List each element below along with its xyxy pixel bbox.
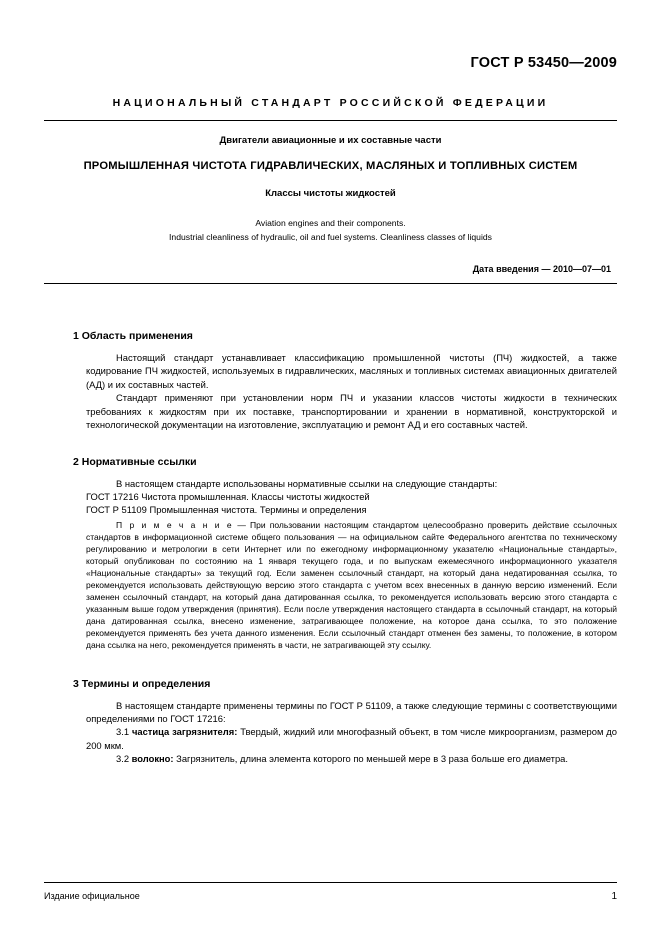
document-title-block — [44, 135, 617, 244]
term-definition — [86, 752, 617, 765]
section-heading-3: 3 Термины и определения — [73, 677, 211, 690]
paragraph: Настоящий стандарт устанавливает классификацию промышленной чистоты (ПЧ) жидкостей, а также кодирование ПЧ жидкостей, используемых в гидравлических, масляных и топливных системах авиационных двигателей (АД) и их составных частей. — [86, 351, 617, 390]
normative-reference-item: ГОСТ 17216 Чистота промышленная. Классы чистоты жидкостей — [86, 490, 370, 502]
national-standard-label: НАЦИОНАЛЬНЫЙ СТАНДАРТ РОССИЙСКОЙ ФЕДЕРАЦИИ — [112, 97, 549, 109]
footer-divider — [44, 882, 617, 883]
term-number: 3.2 — [116, 753, 132, 765]
effective-date: Дата введения — 2010—07—01 — [472, 263, 611, 274]
paragraph: Стандарт применяют при установлении норм ПЧ и указании классов чистоты жидкости в технических требованиях к жидкостям при их поставке, транспортировании и хранении в нормативной, конструкторской и технологической документации на изготовление, эксплуатацию и ремонт АД и его составных частей. — [86, 392, 617, 431]
section-3-body — [44, 699, 617, 766]
header-divider-top — [44, 120, 617, 121]
term-name: волокно: — [131, 753, 174, 765]
section-2-body — [44, 477, 617, 652]
note-block — [86, 519, 617, 652]
section-heading-2: 2 Нормативные ссылки — [73, 455, 197, 468]
page-number: 1 — [611, 891, 617, 902]
page-content — [44, 0, 617, 766]
title-line-3: Классы чистоты жидкостей — [265, 188, 396, 199]
normative-reference-item: ГОСТ Р 51109 Промышленная чистота. Термины и определения — [86, 504, 367, 516]
gost-number: ГОСТ Р 53450—2009 — [470, 55, 617, 71]
title-line-2: ПРОМЫШЛЕННАЯ ЧИСТОТА ГИДРАВЛИЧЕСКИХ, МАСЛЯНЫХ И ТОПЛИВНЫХ СИСТЕМ — [83, 160, 578, 172]
paragraph: В настоящем стандарте применены термины по ГОСТ Р 51109, а также следующие термины с соответствующими определениями по ГОСТ 17216: — [86, 699, 617, 724]
paragraph: В настоящем стандарте использованы нормативные ссылки на следующие стандарты: — [116, 477, 498, 489]
term-text: Твердый, жидкий или многофазный объект, в том числе микроорганизм, размером до 200 мкм. — [86, 726, 617, 751]
note-text: — При пользовании настоящим стандартом целесообразно проверить действие ссылочных стандартов в информационной системе общего пользования — на официальном сайте Федерального агентства по техническому регулированию и метрологии в сети Интернет или по ежегодному информационному указателю «Национальные стандарты», который опубликован по состоянию на 1 января текущего года, и по выпускам ежемесячного информационного указателя «Национальные стандарты» за текущий год. Если заменен ссылочный стандарт, на который дана недатированная ссылка, то рекомендуется использовать действующую версию этого стандарта с учетом всех внесенных в данную версию изменений. Если заменен ссылочный стандарт, на который дана датированная ссылка, то рекомендуется использовать версию этого стандарта с указанным выше годом утверждения (принятия). Если после утверждения настоящего стандарта в ссылочный стандарт, на который дана датированная ссылка, внесено изменение, затрагивающее положение, на которое дана ссылка, то это положение рекомендуется применять без учета данного изменения. Если ссылочный стандарт отменен без замены, то положение, в котором дана ссылка на него, рекомендуется применять в части, не затрагивающей эту ссылку. — [86, 519, 617, 651]
page-footer — [44, 882, 617, 902]
term-name: частица загрязнителя: — [131, 726, 238, 738]
title-line-1: Двигатели авиационные и их составные части — [219, 135, 442, 146]
term-number: 3.1 — [116, 726, 132, 738]
note-label: П р и м е ч а н и е — [116, 519, 234, 530]
term-text: Загрязнитель, длина элемента которого по меньшей мере в 3 раза больше его диаметра. — [173, 753, 568, 765]
header-divider-bottom — [44, 283, 617, 284]
term-definition — [86, 725, 617, 752]
section-heading-1: 1 Область применения — [73, 329, 193, 342]
title-english-1: Aviation engines and their components. — [255, 218, 406, 228]
official-edition-label: Издание официальное — [44, 891, 140, 901]
section-1-body — [44, 351, 617, 432]
title-english-2: Industrial cleanliness of hydraulic, oil and fuel systems. Cleanliness classes of liquids — [169, 232, 492, 243]
